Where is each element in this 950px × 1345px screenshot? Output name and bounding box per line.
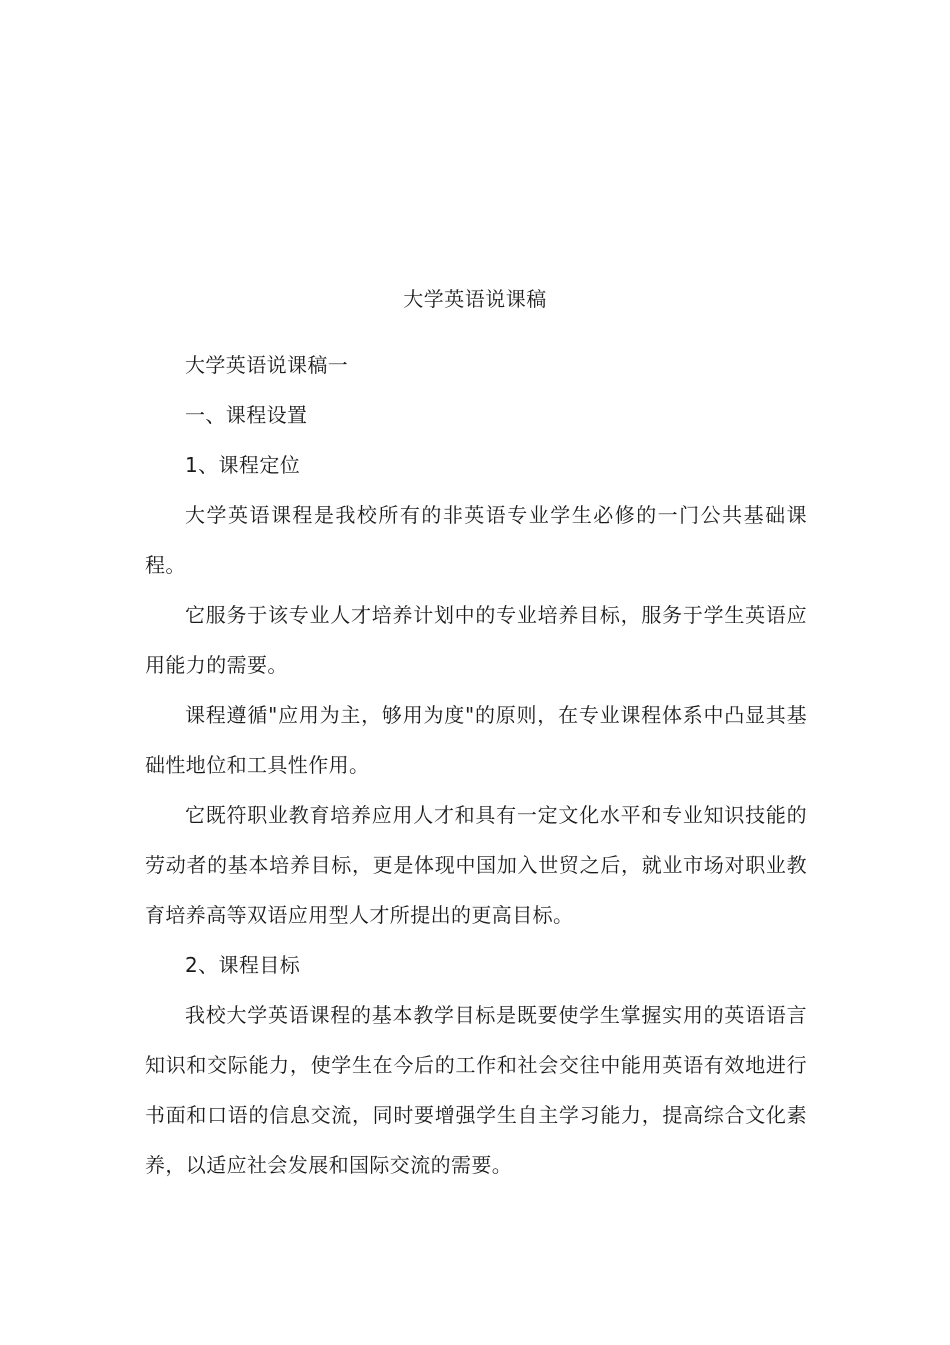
body-paragraph: 它既符职业教育培养应用人才和具有一定文化水平和专业知识技能的劳动者的基本培养目标，更是体现中国加入世贸之后，就业市场对职业教育培养高等双语应用型人才所提出的更高目标。 [145,803,807,927]
body-paragraph: 我校大学英语课程的基本教学目标是既要使学生掌握实用的英语语言知识和交际能力，使学生在今后的工作和社会交往中能用英语有效地进行书面和口语的信息交流，同时要增强学生自主学习能力，提高综合文化素养，以适应社会发展和国际交流的需要。 [145,1003,807,1177]
document-title: 大学英语说课稿 [403,287,547,311]
document-body [145,340,807,1190]
body-paragraph: 课程遵循"应用为主，够用为度"的原则，在专业课程体系中凸显其基础性地位和工具性作用。 [145,703,807,777]
body-paragraph: 它服务于该专业人才培养计划中的专业培养目标，服务于学生英语应用能力的需要。 [145,603,807,677]
subsection-heading: 2、课程目标 [185,953,301,977]
subsection-heading: 1、课程定位 [185,453,301,477]
section-heading: 大学英语说课稿一 [185,353,349,377]
body-paragraph: 大学英语课程是我校所有的非英语专业学生必修的一门公共基础课程。 [145,503,807,577]
section-heading: 一、课程设置 [185,403,308,427]
